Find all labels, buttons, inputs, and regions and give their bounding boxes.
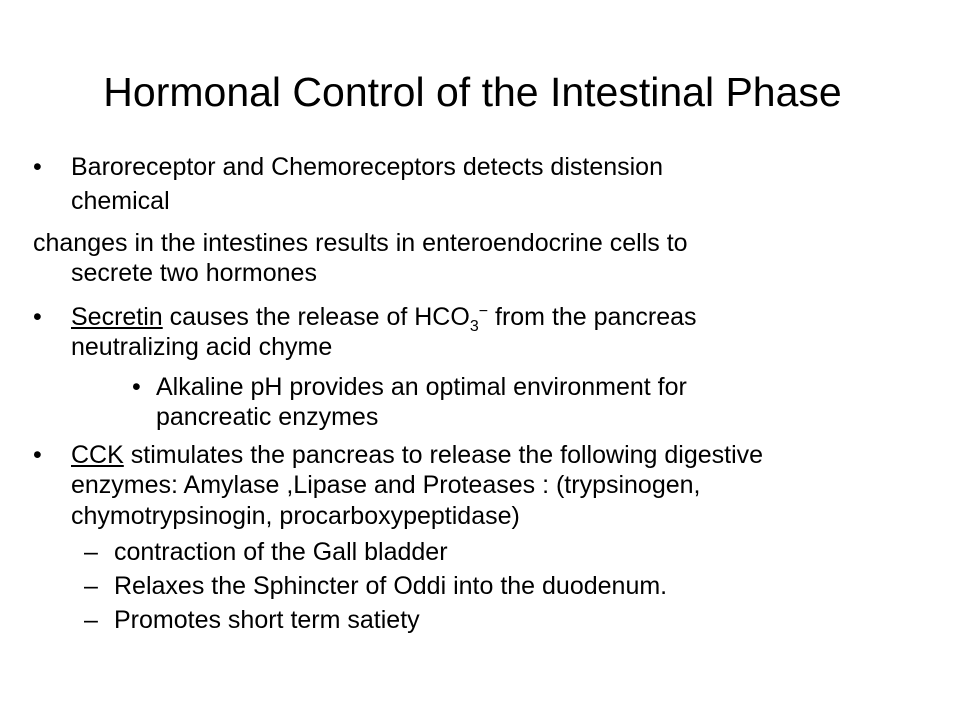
dash-item-2: Relaxes the Sphincter of Oddi into the duodenum. xyxy=(114,572,668,600)
bullet-2-marker: • xyxy=(33,303,42,331)
bullet-3-line-2: enzymes: Amylase ,Lipase and Proteases : (trypsinogen, xyxy=(71,471,701,499)
sub-bullet-line-1: Alkaline pH provides an optimal environment for xyxy=(156,373,687,401)
dash-2-marker: – xyxy=(84,572,98,600)
bullet-3-line-3: chymotrypsinogin, procarboxypeptidase) xyxy=(71,502,520,530)
dash-item-3: Promotes short term satiety xyxy=(114,606,420,634)
slide-title: Hormonal Control of the Intestinal Phase xyxy=(103,69,842,115)
bullet-3-marker: • xyxy=(33,441,42,469)
bullet-1-line-1: Baroreceptor and Chemoreceptors detects distension xyxy=(71,153,663,181)
bullet-2-text-a: causes the release of HCO xyxy=(162,303,470,331)
continuation-line-2: secrete two hormones xyxy=(71,259,317,287)
sub-bullet-line-2: pancreatic enzymes xyxy=(156,403,379,431)
bullet-2-line-1 xyxy=(71,302,697,333)
dash-item-1: contraction of the Gall bladder xyxy=(114,538,448,566)
continuation-line-1: changes in the intestines results in enteroendocrine cells to xyxy=(33,229,688,257)
bullet-2-line-2: neutralizing acid chyme xyxy=(71,333,333,361)
secretin-term: Secretin xyxy=(71,303,163,331)
dash-3-marker: – xyxy=(84,606,98,634)
sub-bullet-marker: • xyxy=(132,373,141,401)
hco3-superscript: − xyxy=(478,303,489,320)
cck-term: CCK xyxy=(71,441,124,469)
hco3-subscript: 3 xyxy=(469,318,479,335)
bullet-2-text-b: from the pancreas xyxy=(488,303,697,331)
bullet-1-marker: • xyxy=(33,153,42,181)
dash-1-marker: – xyxy=(84,538,98,566)
bullet-3-line-1 xyxy=(71,440,763,471)
bullet-3-text: stimulates the pancreas to release the following digestive xyxy=(123,441,764,469)
bullet-1-line-2: chemical xyxy=(71,187,170,215)
